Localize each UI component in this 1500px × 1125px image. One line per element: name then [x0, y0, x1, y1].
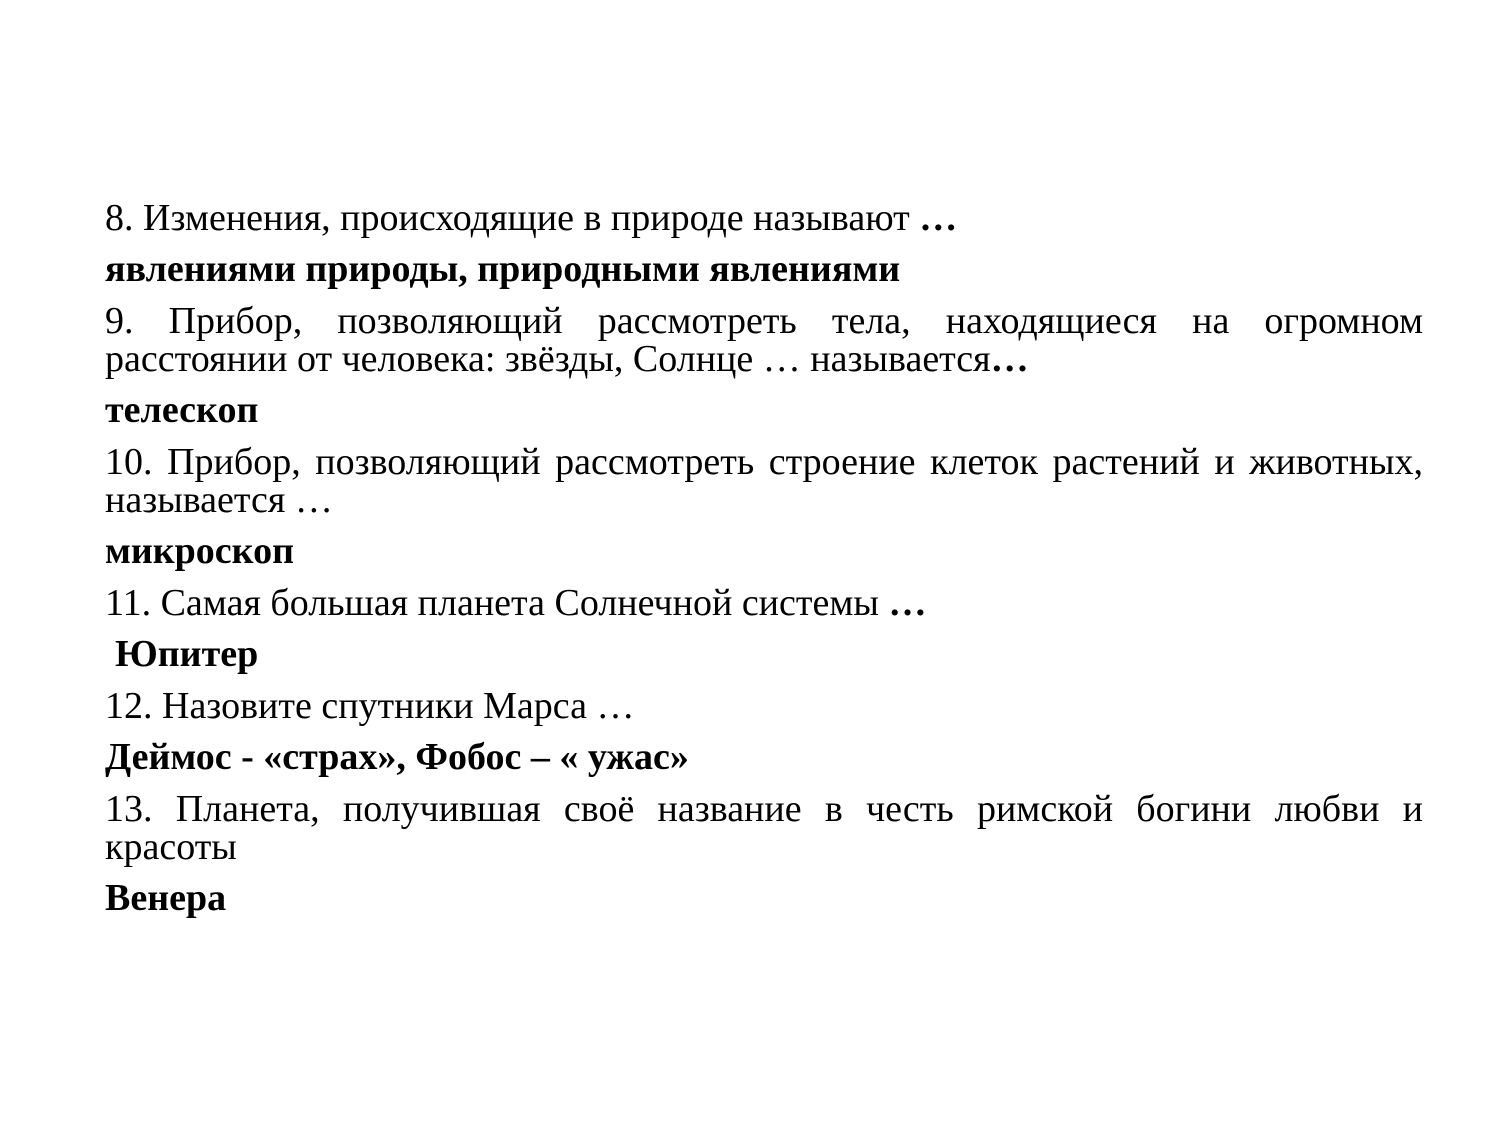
question-13: [105, 790, 1423, 866]
quiz-item-12: [105, 687, 1423, 776]
quiz-item-11: [105, 584, 1423, 673]
quiz-item-9: [105, 302, 1423, 429]
question-8-text: 8. Изменения, происходящие в природе называют: [105, 197, 920, 239]
quiz-content: [105, 199, 1423, 931]
question-9-ellipsis: …: [990, 338, 1029, 380]
quiz-item-8: [105, 199, 1423, 288]
question-13-text: 13. Планета, получившая своё название в честь римской богини любви и красоты: [105, 788, 1423, 868]
question-12-text: 12. Назовите спутники Марса …: [105, 685, 635, 727]
question-12: [105, 687, 1423, 725]
quiz-item-13: [105, 790, 1423, 917]
question-10: [105, 443, 1423, 519]
question-11-text: 11. Самая большая планета Солнечной системы: [105, 582, 889, 624]
answer-11: Юпитер: [115, 633, 259, 675]
answer-13: Венера: [105, 877, 227, 919]
answer-9: телескоп: [105, 389, 259, 431]
question-11: [105, 584, 1423, 622]
quiz-item-10: [105, 443, 1423, 570]
question-9-text: 9. Прибор, позволяющий рассмотреть тела, находящиеся на огромном расстоянии от человека: звёзды, Солнце … называется: [105, 300, 1423, 380]
answer-10: микроскоп: [105, 530, 294, 572]
question-10-text: 10. Прибор, позволяющий рассмотреть строение клеток растений и животных, называется …: [105, 441, 1423, 521]
question-8: [105, 199, 1423, 237]
answer-12: Деймос - «страх», Фобос – « ужас»: [105, 736, 689, 778]
question-11-ellipsis: …: [888, 582, 927, 624]
answer-8: явлениями природы, природными явлениями: [105, 248, 901, 290]
question-9: [105, 302, 1423, 378]
question-8-ellipsis: …: [919, 197, 958, 239]
